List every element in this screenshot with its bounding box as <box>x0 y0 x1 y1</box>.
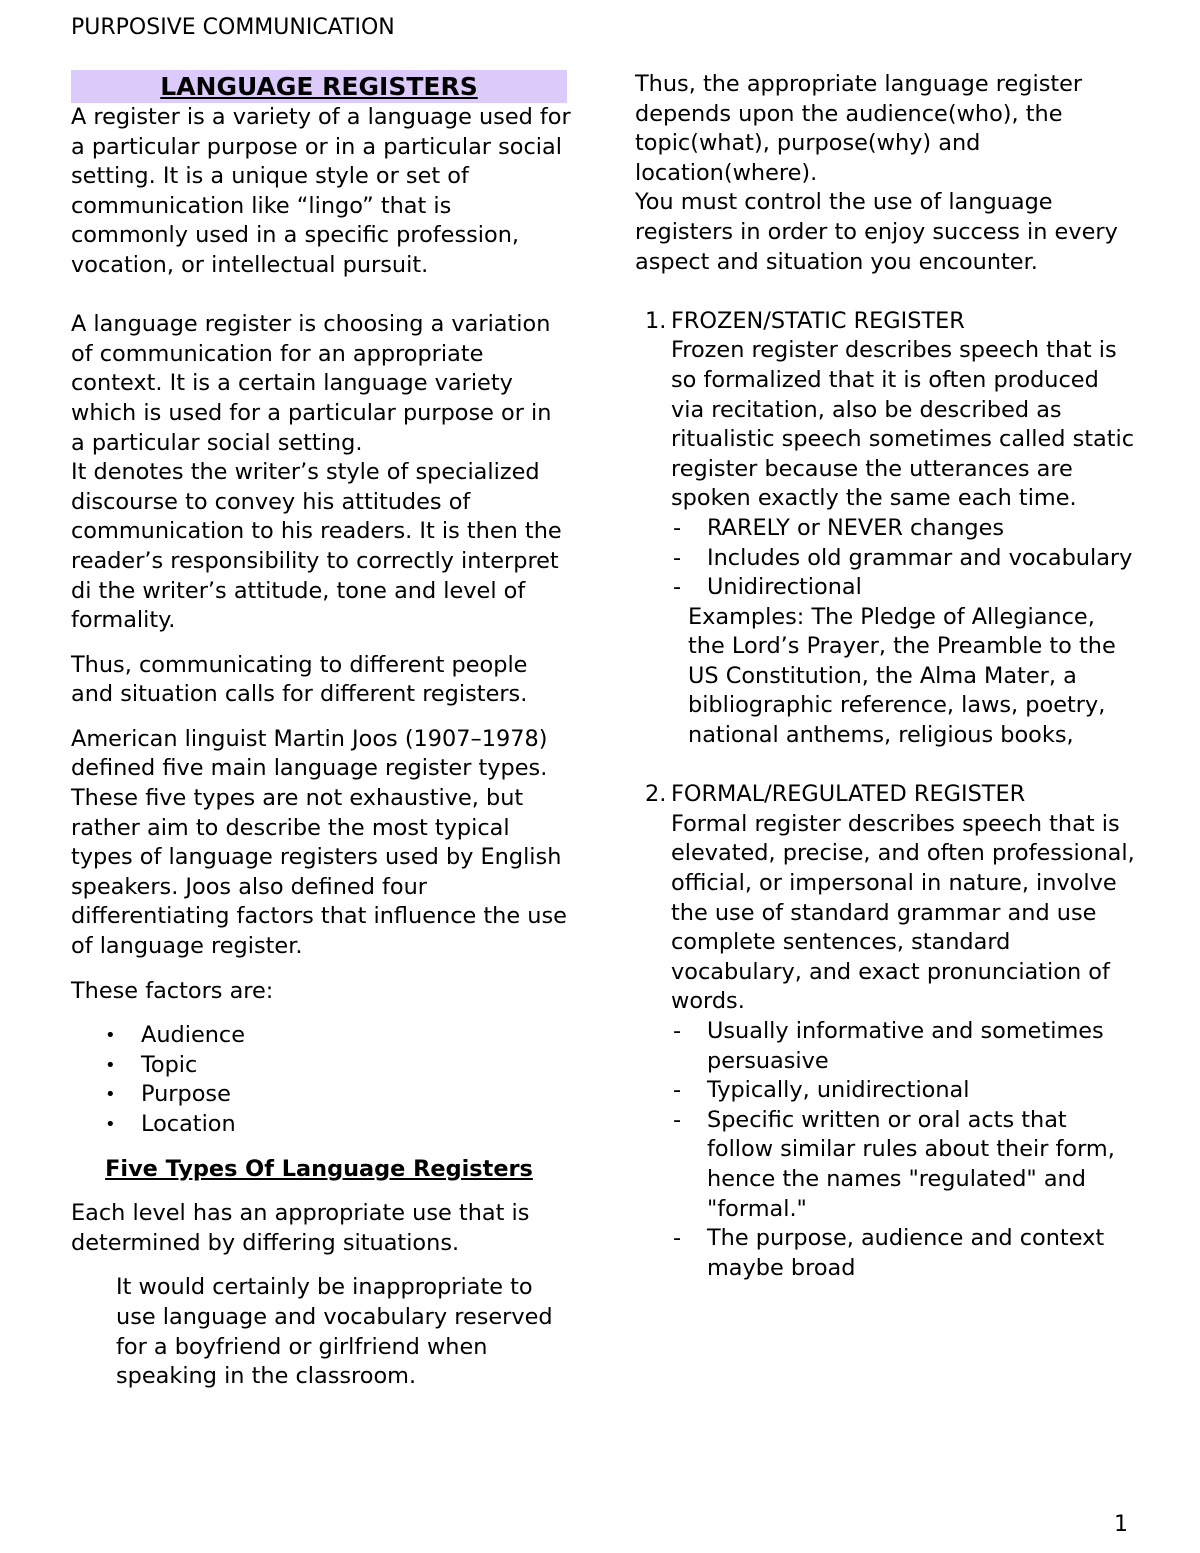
dash-icon: - <box>673 1077 682 1104</box>
list-item <box>671 514 1135 544</box>
left-column <box>71 70 571 1392</box>
list-number: 1. <box>645 307 667 334</box>
dash-icon: - <box>673 1225 682 1252</box>
factors-list <box>71 1021 571 1139</box>
list-item <box>105 1021 571 1051</box>
factor-label: Audience <box>141 1022 245 1049</box>
dash-icon: - <box>673 1018 682 1044</box>
register-heading: FORMAL/REGULATED REGISTER <box>671 781 1026 808</box>
register-points <box>671 514 1135 603</box>
paragraph-inappropriate: It would certainly be inappropriate to use language and vocabulary reserved for a boyfriend or girlfriend when speaking in the classroom. <box>116 1274 553 1390</box>
spacer <box>71 636 571 651</box>
bullet-icon: • <box>105 1025 116 1047</box>
dash-icon: - <box>673 574 682 601</box>
list-item <box>671 1224 1135 1283</box>
factor-label: Topic <box>141 1051 198 1078</box>
paragraph-appropriate-register: Thus, the appropriate language register depends upon the audience(who), the topic(what), purpose(why) and location(where). <box>635 71 1083 186</box>
point-text: RARELY or NEVER changes <box>707 514 1005 541</box>
spacer <box>71 710 571 725</box>
paragraph-different-registers: Thus, communicating to different people and situation calls for different registers. <box>71 651 528 708</box>
page-number: 1 <box>1114 1512 1128 1537</box>
list-item <box>105 1110 571 1140</box>
right-column <box>635 70 1135 1283</box>
register-heading: FROZEN/STATIC REGISTER <box>671 307 965 334</box>
factors-intro: These factors are: <box>71 977 274 1004</box>
document-title-text: LANGUAGE REGISTERS <box>160 72 478 101</box>
paragraph-register-definition: A register is a variety of a language used for a particular purpose or in a particular social setting. It is a unique style or set of communication like “lingo” that is commonly used in a specific profession, vocation, or intellectual pursuit. <box>71 104 571 278</box>
dash-icon: - <box>673 1106 682 1133</box>
paragraph-writer-style: It denotes the writer’s style of specialized discourse to convey his attitudes of communication to his readers. It is then the reader’s responsibility to correctly interpret di the writer’s attitude, tone and level of formality. <box>71 459 562 634</box>
spacer <box>635 277 1135 307</box>
register-points <box>671 1017 1135 1283</box>
register-examples: Examples: The Pledge of Allegiance, the Lord’s Prayer, the Preamble to the US Constitution, the Alma Mater, a bibliographic reference, laws, poetry, national anthems, religious books, <box>688 603 1116 749</box>
paragraph-each-level: Each level has an appropriate use that is determined by differing situations. <box>71 1200 530 1256</box>
register-description: Frozen register describes speech that is so formalized that it is often produced via recitation, also be described as ritualistic speech sometimes called static register because the utterances are spoken exactly the same each time. <box>671 337 1135 512</box>
register-description: Formal register describes speech that is elevated, precise, and often professional, official, or impersonal in nature, involve the use of standard grammar and use complete sentences, standard vocabulary, and exact pronunciation of words. <box>671 810 1135 1015</box>
bullet-icon: • <box>105 1114 116 1135</box>
section-title: Five Types Of Language Registers <box>105 1155 533 1182</box>
factor-label: Purpose <box>141 1081 231 1108</box>
list-item <box>671 544 1135 574</box>
dash-icon: - <box>673 514 682 541</box>
point-text: Specific written or oral acts that follow similar rules about their form, hence the names "regulated" and "formal." <box>707 1106 1115 1222</box>
bullet-icon: • <box>105 1054 116 1076</box>
paragraph-control-registers: You must control the use of language registers in order to enjoy success in every aspect and situation you encounter. <box>635 189 1118 275</box>
factor-label: Location <box>141 1111 236 1137</box>
list-number: 2. <box>645 781 667 808</box>
register-item-frozen <box>635 307 1135 751</box>
spacer <box>71 962 571 977</box>
bullet-icon: • <box>105 1084 116 1106</box>
list-item <box>671 1106 1135 1224</box>
point-text: Unidirectional <box>707 574 862 601</box>
paragraph-language-register: A language register is choosing a variation of communication for an appropriate context. It is a certain language variety which is used for a particular purpose or in a particular social setting. <box>71 311 552 456</box>
list-item <box>671 1017 1135 1076</box>
point-text: Usually informative and sometimes persuasive <box>707 1018 1104 1074</box>
spacer <box>635 751 1135 781</box>
dash-icon: - <box>673 544 682 571</box>
spacer <box>71 1258 571 1273</box>
register-item-formal <box>635 780 1135 1283</box>
document-title <box>71 70 567 103</box>
list-item <box>105 1080 571 1110</box>
spacer <box>71 1184 571 1199</box>
page-header: PURPOSIVE COMMUNICATION <box>71 15 395 40</box>
paragraph-martin-joos: American linguist Martin Joos (1907–1978) defined five main language register types. These five types are not exhaustive, but rather aim to describe the most typical types of language registers used by English speakers. Joos also defined four differentiating factors that influence the use of language register. <box>71 725 567 960</box>
point-text: Includes old grammar and vocabulary <box>707 544 1133 571</box>
list-item <box>671 573 1135 603</box>
list-item <box>105 1051 571 1081</box>
list-item <box>671 1076 1135 1106</box>
spacer <box>71 281 571 311</box>
point-text: The purpose, audience and context maybe broad <box>707 1225 1105 1281</box>
point-text: Typically, unidirectional <box>707 1077 970 1104</box>
